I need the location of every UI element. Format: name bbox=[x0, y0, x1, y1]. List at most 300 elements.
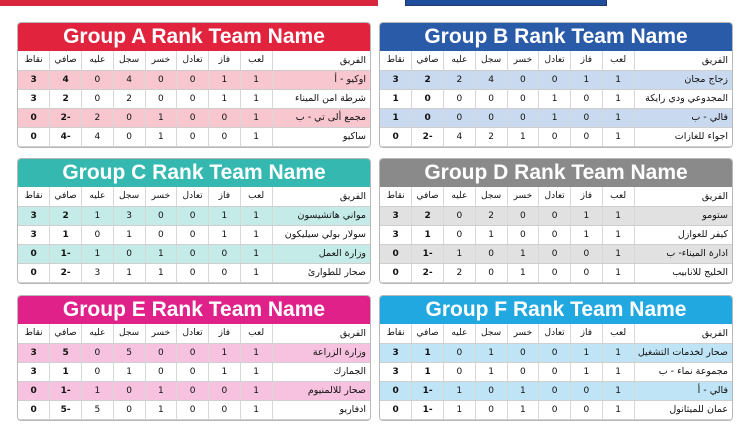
cell-won: 0 bbox=[209, 108, 241, 127]
column-header-team: الفريق bbox=[272, 187, 370, 206]
cell-goals-against: 0 bbox=[444, 362, 476, 381]
cell-lost: 0 bbox=[507, 343, 539, 362]
table-row bbox=[380, 70, 732, 89]
cell-points: 3 bbox=[380, 70, 412, 89]
cell-goals-for: 0 bbox=[475, 244, 507, 263]
table-row bbox=[18, 263, 370, 282]
cell-team: كيفر للعوازل bbox=[634, 225, 732, 244]
table-row bbox=[18, 89, 370, 108]
column-header-played: لعب bbox=[602, 324, 634, 343]
cell-goals-against: 0 bbox=[444, 89, 476, 108]
cell-draw: 0 bbox=[177, 244, 209, 263]
column-header-lost: خسر bbox=[507, 324, 539, 343]
cell-won: 1 bbox=[571, 343, 603, 362]
column-header-played: لعب bbox=[240, 324, 272, 343]
cell-won: 0 bbox=[571, 381, 603, 400]
cell-played: 1 bbox=[240, 343, 272, 362]
group-c-title: Group C Rank Team Name bbox=[18, 159, 370, 187]
cell-played: 1 bbox=[240, 400, 272, 419]
cell-points: 0 bbox=[18, 244, 50, 263]
cell-goal-diff: -2 bbox=[412, 263, 444, 282]
group-f-standings-table bbox=[380, 324, 732, 420]
column-header-draw: تعادل bbox=[539, 187, 571, 206]
group-b-standings-table bbox=[380, 51, 732, 147]
cell-goals-for: 0 bbox=[113, 400, 145, 419]
table-header-row bbox=[18, 187, 370, 206]
cell-points: 3 bbox=[380, 206, 412, 225]
cell-played: 1 bbox=[602, 400, 634, 419]
cell-won: 1 bbox=[209, 362, 241, 381]
cell-lost: 0 bbox=[507, 206, 539, 225]
cell-won: 0 bbox=[571, 108, 603, 127]
column-header-goal-diff: صافي bbox=[50, 51, 82, 70]
column-header-team: الفريق bbox=[634, 324, 732, 343]
cell-lost: 0 bbox=[145, 206, 177, 225]
cell-goals-for: 4 bbox=[475, 70, 507, 89]
cell-lost: 0 bbox=[507, 225, 539, 244]
column-header-played: لعب bbox=[602, 51, 634, 70]
cell-goals-for: 0 bbox=[475, 263, 507, 282]
cell-won: 0 bbox=[209, 127, 241, 146]
column-header-points: نقاط bbox=[18, 51, 50, 70]
column-header-team: الفريق bbox=[272, 324, 370, 343]
cell-draw: 0 bbox=[539, 381, 571, 400]
cell-played: 1 bbox=[240, 244, 272, 263]
cell-lost: 1 bbox=[145, 244, 177, 263]
cell-team: المجدوعي ودي رايكة bbox=[634, 89, 732, 108]
cell-lost: 0 bbox=[145, 89, 177, 108]
cell-goals-for: 2 bbox=[475, 127, 507, 146]
group-a-standings-table bbox=[18, 51, 370, 147]
column-header-goals-for: سجل bbox=[113, 51, 145, 70]
table-header-row bbox=[18, 51, 370, 70]
cell-goals-for: 0 bbox=[475, 89, 507, 108]
cell-team: فالي - أ bbox=[634, 381, 732, 400]
cell-played: 1 bbox=[602, 362, 634, 381]
table-row bbox=[18, 381, 370, 400]
cell-won: 1 bbox=[571, 362, 603, 381]
column-header-draw: تعادل bbox=[177, 324, 209, 343]
cell-lost: 0 bbox=[145, 362, 177, 381]
cell-goals-for: 2 bbox=[113, 89, 145, 108]
cell-goals-for: 0 bbox=[113, 127, 145, 146]
table-row bbox=[18, 362, 370, 381]
cell-goal-diff: -1 bbox=[412, 381, 444, 400]
cell-goals-against: 0 bbox=[82, 70, 114, 89]
cell-goals-against: 1 bbox=[82, 244, 114, 263]
top-accent-bar-red bbox=[0, 0, 378, 6]
cell-points: 3 bbox=[18, 343, 50, 362]
column-header-goals-for: سجل bbox=[475, 187, 507, 206]
cell-played: 1 bbox=[240, 206, 272, 225]
column-header-draw: تعادل bbox=[539, 51, 571, 70]
cell-points: 3 bbox=[18, 70, 50, 89]
cell-points: 0 bbox=[380, 127, 412, 146]
table-row bbox=[380, 244, 732, 263]
cell-lost: 1 bbox=[507, 400, 539, 419]
table-row bbox=[18, 127, 370, 146]
cell-lost: 1 bbox=[145, 263, 177, 282]
cell-goals-against: 4 bbox=[82, 127, 114, 146]
cell-goal-diff: 1 bbox=[412, 225, 444, 244]
cell-won: 0 bbox=[571, 400, 603, 419]
cell-team: مواني هاتشيسون bbox=[272, 206, 370, 225]
cell-team: ادارة الميناء- ب bbox=[634, 244, 732, 263]
group-d-standings-table bbox=[380, 187, 732, 283]
cell-points: 0 bbox=[18, 108, 50, 127]
cell-won: 1 bbox=[209, 70, 241, 89]
group-c-standings-table bbox=[18, 187, 370, 283]
cell-points: 3 bbox=[18, 206, 50, 225]
table-row bbox=[380, 127, 732, 146]
cell-team: مجمع ألى تي - ب bbox=[272, 108, 370, 127]
column-header-played: لعب bbox=[240, 51, 272, 70]
cell-goals-against: 2 bbox=[444, 70, 476, 89]
cell-goal-diff: 4 bbox=[50, 70, 82, 89]
group-a-panel bbox=[17, 22, 371, 148]
cell-lost: 1 bbox=[145, 127, 177, 146]
cell-goals-against: 1 bbox=[82, 206, 114, 225]
cell-goal-diff: -2 bbox=[50, 108, 82, 127]
cell-team: سولار بولي سيليكون bbox=[272, 225, 370, 244]
table-row bbox=[380, 381, 732, 400]
table-row bbox=[380, 343, 732, 362]
cell-team: فالي - ب bbox=[634, 108, 732, 127]
column-header-won: فاز bbox=[209, 51, 241, 70]
column-header-points: نقاط bbox=[380, 187, 412, 206]
column-header-goal-diff: صافي bbox=[50, 187, 82, 206]
cell-team: صحار لخدمات التشغيل bbox=[634, 343, 732, 362]
cell-won: 1 bbox=[209, 89, 241, 108]
cell-played: 1 bbox=[602, 206, 634, 225]
cell-points: 0 bbox=[380, 263, 412, 282]
table-row bbox=[380, 263, 732, 282]
cell-goals-against: 1 bbox=[82, 381, 114, 400]
cell-goals-against: 0 bbox=[82, 225, 114, 244]
cell-goal-diff: -1 bbox=[50, 244, 82, 263]
cell-played: 1 bbox=[602, 343, 634, 362]
cell-played: 1 bbox=[602, 70, 634, 89]
cell-points: 0 bbox=[18, 263, 50, 282]
column-header-goal-diff: صافي bbox=[412, 324, 444, 343]
cell-played: 1 bbox=[240, 362, 272, 381]
cell-goal-diff: 0 bbox=[412, 108, 444, 127]
cell-draw: 0 bbox=[177, 89, 209, 108]
cell-goal-diff: -2 bbox=[412, 127, 444, 146]
cell-goals-for: 4 bbox=[113, 70, 145, 89]
cell-goals-against: 2 bbox=[444, 263, 476, 282]
cell-goal-diff: 1 bbox=[412, 362, 444, 381]
table-header-row bbox=[18, 324, 370, 343]
column-header-team: الفريق bbox=[272, 51, 370, 70]
column-header-goal-diff: صافي bbox=[412, 187, 444, 206]
cell-team: شرطة امن الميناء bbox=[272, 89, 370, 108]
cell-goal-diff: 5 bbox=[50, 343, 82, 362]
column-header-points: نقاط bbox=[18, 324, 50, 343]
table-header-row bbox=[380, 51, 732, 70]
table-row bbox=[380, 400, 732, 419]
cell-draw: 0 bbox=[177, 263, 209, 282]
column-header-goals-against: عليه bbox=[444, 324, 476, 343]
cell-goals-for: 0 bbox=[113, 108, 145, 127]
cell-draw: 0 bbox=[177, 225, 209, 244]
column-header-goals-against: عليه bbox=[444, 51, 476, 70]
cell-draw: 0 bbox=[177, 381, 209, 400]
cell-goals-against: 0 bbox=[444, 108, 476, 127]
cell-goals-for: 5 bbox=[113, 343, 145, 362]
cell-goals-for: 2 bbox=[475, 206, 507, 225]
top-accent-tab-blue bbox=[405, 0, 607, 6]
cell-goals-against: 1 bbox=[444, 244, 476, 263]
table-header-row bbox=[380, 324, 732, 343]
cell-draw: 1 bbox=[539, 89, 571, 108]
column-header-won: فاز bbox=[571, 187, 603, 206]
group-e-standings-table bbox=[18, 324, 370, 420]
column-header-goals-for: سجل bbox=[113, 324, 145, 343]
column-header-team: الفريق bbox=[634, 51, 732, 70]
cell-won: 0 bbox=[209, 400, 241, 419]
column-header-lost: خسر bbox=[507, 51, 539, 70]
table-row bbox=[380, 108, 732, 127]
table-row bbox=[18, 343, 370, 362]
cell-goals-for: 1 bbox=[113, 225, 145, 244]
cell-lost: 1 bbox=[145, 400, 177, 419]
cell-goal-diff: -1 bbox=[50, 381, 82, 400]
cell-team: ستومو bbox=[634, 206, 732, 225]
cell-goal-diff: 2 bbox=[412, 70, 444, 89]
column-header-won: فاز bbox=[209, 324, 241, 343]
cell-goals-for: 0 bbox=[113, 244, 145, 263]
cell-draw: 0 bbox=[177, 362, 209, 381]
cell-goal-diff: 1 bbox=[50, 225, 82, 244]
column-header-draw: تعادل bbox=[539, 324, 571, 343]
cell-lost: 0 bbox=[507, 362, 539, 381]
table-row bbox=[18, 108, 370, 127]
cell-team: الخليج للانابيب bbox=[634, 263, 732, 282]
cell-points: 3 bbox=[18, 225, 50, 244]
cell-points: 3 bbox=[380, 343, 412, 362]
cell-goals-for: 0 bbox=[113, 381, 145, 400]
column-header-goals-for: سجل bbox=[475, 324, 507, 343]
cell-points: 0 bbox=[18, 127, 50, 146]
column-header-lost: خسر bbox=[145, 324, 177, 343]
group-f-title: Group F Rank Team Name bbox=[380, 296, 732, 324]
cell-lost: 0 bbox=[145, 70, 177, 89]
cell-lost: 1 bbox=[145, 381, 177, 400]
cell-lost: 0 bbox=[507, 70, 539, 89]
column-header-lost: خسر bbox=[507, 187, 539, 206]
column-header-goals-against: عليه bbox=[444, 187, 476, 206]
column-header-team: الفريق bbox=[634, 187, 732, 206]
cell-won: 0 bbox=[209, 263, 241, 282]
cell-points: 3 bbox=[380, 225, 412, 244]
column-header-draw: تعادل bbox=[177, 51, 209, 70]
cell-won: 1 bbox=[209, 225, 241, 244]
cell-draw: 0 bbox=[177, 343, 209, 362]
cell-draw: 0 bbox=[177, 206, 209, 225]
cell-goal-diff: -1 bbox=[412, 400, 444, 419]
column-header-goals-against: عليه bbox=[82, 324, 114, 343]
cell-draw: 0 bbox=[539, 70, 571, 89]
column-header-goal-diff: صافي bbox=[50, 324, 82, 343]
group-c-panel bbox=[17, 158, 371, 284]
column-header-played: لعب bbox=[602, 187, 634, 206]
cell-draw: 0 bbox=[539, 244, 571, 263]
cell-team: الجمارك bbox=[272, 362, 370, 381]
cell-draw: 0 bbox=[539, 343, 571, 362]
table-row bbox=[380, 206, 732, 225]
table-row bbox=[380, 89, 732, 108]
cell-draw: 0 bbox=[177, 127, 209, 146]
cell-draw: 0 bbox=[539, 263, 571, 282]
cell-goals-for: 0 bbox=[475, 381, 507, 400]
cell-goals-against: 0 bbox=[444, 225, 476, 244]
cell-goals-against: 0 bbox=[82, 343, 114, 362]
cell-played: 1 bbox=[602, 263, 634, 282]
cell-draw: 1 bbox=[539, 108, 571, 127]
column-header-points: نقاط bbox=[380, 51, 412, 70]
cell-points: 3 bbox=[18, 89, 50, 108]
cell-goals-for: 1 bbox=[113, 362, 145, 381]
cell-goal-diff: 2 bbox=[50, 89, 82, 108]
cell-won: 0 bbox=[571, 127, 603, 146]
table-row bbox=[380, 362, 732, 381]
cell-goal-diff: 1 bbox=[412, 343, 444, 362]
cell-lost: 0 bbox=[507, 108, 539, 127]
cell-played: 1 bbox=[240, 70, 272, 89]
cell-lost: 1 bbox=[507, 263, 539, 282]
cell-goals-against: 0 bbox=[444, 343, 476, 362]
table-row bbox=[18, 244, 370, 263]
cell-team: ادفاريو bbox=[272, 400, 370, 419]
cell-points: 0 bbox=[380, 244, 412, 263]
cell-played: 1 bbox=[240, 381, 272, 400]
cell-won: 1 bbox=[209, 343, 241, 362]
group-e-title: Group E Rank Team Name bbox=[18, 296, 370, 324]
cell-team: ساكيو bbox=[272, 127, 370, 146]
cell-played: 1 bbox=[602, 89, 634, 108]
cell-draw: 0 bbox=[539, 127, 571, 146]
cell-played: 1 bbox=[240, 225, 272, 244]
cell-points: 0 bbox=[380, 400, 412, 419]
cell-goals-against: 5 bbox=[82, 400, 114, 419]
cell-goal-diff: -1 bbox=[412, 244, 444, 263]
column-header-won: فاز bbox=[571, 324, 603, 343]
cell-won: 1 bbox=[209, 206, 241, 225]
cell-goals-for: 1 bbox=[113, 263, 145, 282]
cell-goals-against: 1 bbox=[444, 381, 476, 400]
cell-goals-against: 3 bbox=[82, 263, 114, 282]
cell-team: اوكيو - أ bbox=[272, 70, 370, 89]
cell-points: 3 bbox=[380, 362, 412, 381]
cell-goals-against: 4 bbox=[444, 127, 476, 146]
cell-goal-diff: 0 bbox=[412, 89, 444, 108]
table-row bbox=[18, 206, 370, 225]
group-d-title: Group D Rank Team Name bbox=[380, 159, 732, 187]
cell-played: 1 bbox=[602, 108, 634, 127]
cell-draw: 0 bbox=[177, 108, 209, 127]
cell-goals-for: 1 bbox=[475, 362, 507, 381]
cell-won: 0 bbox=[209, 381, 241, 400]
column-header-points: نقاط bbox=[18, 187, 50, 206]
cell-team: زجاج مجان bbox=[634, 70, 732, 89]
cell-played: 1 bbox=[602, 127, 634, 146]
cell-goals-against: 1 bbox=[444, 400, 476, 419]
cell-played: 1 bbox=[602, 381, 634, 400]
cell-won: 1 bbox=[571, 70, 603, 89]
cell-team: اجواء للغازات bbox=[634, 127, 732, 146]
group-e-panel bbox=[17, 295, 371, 421]
cell-goals-for: 0 bbox=[475, 400, 507, 419]
column-header-won: فاز bbox=[571, 51, 603, 70]
cell-lost: 0 bbox=[145, 225, 177, 244]
cell-goals-against: 0 bbox=[82, 362, 114, 381]
cell-goals-for: 3 bbox=[113, 206, 145, 225]
table-row bbox=[18, 225, 370, 244]
cell-goals-against: 0 bbox=[82, 89, 114, 108]
cell-draw: 0 bbox=[539, 400, 571, 419]
cell-team: عمان للميثانول bbox=[634, 400, 732, 419]
cell-goal-diff: 1 bbox=[50, 362, 82, 381]
cell-points: 0 bbox=[18, 400, 50, 419]
cell-played: 1 bbox=[240, 127, 272, 146]
cell-goals-for: 1 bbox=[475, 225, 507, 244]
cell-team: وزارة الزراعة bbox=[272, 343, 370, 362]
cell-won: 1 bbox=[571, 206, 603, 225]
column-header-points: نقاط bbox=[380, 324, 412, 343]
group-b-title: Group B Rank Team Name bbox=[380, 23, 732, 51]
group-f-panel bbox=[379, 295, 733, 421]
cell-team: صحار للالمنيوم bbox=[272, 381, 370, 400]
cell-lost: 1 bbox=[507, 244, 539, 263]
cell-won: 0 bbox=[571, 89, 603, 108]
group-b-panel bbox=[379, 22, 733, 148]
cell-points: 3 bbox=[18, 362, 50, 381]
cell-points: 0 bbox=[18, 381, 50, 400]
table-row bbox=[18, 400, 370, 419]
column-header-played: لعب bbox=[240, 187, 272, 206]
cell-lost: 1 bbox=[507, 381, 539, 400]
cell-won: 1 bbox=[571, 225, 603, 244]
cell-draw: 0 bbox=[539, 206, 571, 225]
column-header-lost: خسر bbox=[145, 187, 177, 206]
group-a-title: Group A Rank Team Name bbox=[18, 23, 370, 51]
cell-played: 1 bbox=[240, 263, 272, 282]
table-header-row bbox=[380, 187, 732, 206]
cell-goal-diff: 2 bbox=[50, 206, 82, 225]
cell-points: 1 bbox=[380, 89, 412, 108]
cell-won: 0 bbox=[571, 244, 603, 263]
cell-goal-diff: -2 bbox=[50, 263, 82, 282]
cell-lost: 0 bbox=[507, 89, 539, 108]
cell-won: 0 bbox=[571, 263, 603, 282]
cell-lost: 1 bbox=[145, 108, 177, 127]
cell-played: 1 bbox=[602, 225, 634, 244]
column-header-won: فاز bbox=[209, 187, 241, 206]
column-header-goals-for: سجل bbox=[113, 187, 145, 206]
cell-points: 0 bbox=[380, 381, 412, 400]
cell-team: مجموعة نماء - ب bbox=[634, 362, 732, 381]
cell-points: 1 bbox=[380, 108, 412, 127]
cell-goal-diff: -5 bbox=[50, 400, 82, 419]
cell-goals-against: 0 bbox=[444, 206, 476, 225]
cell-played: 1 bbox=[240, 89, 272, 108]
cell-team: وزارة العمل bbox=[272, 244, 370, 263]
table-row bbox=[18, 70, 370, 89]
cell-goals-against: 2 bbox=[82, 108, 114, 127]
cell-team: صحار للطوارئ bbox=[272, 263, 370, 282]
cell-lost: 1 bbox=[507, 127, 539, 146]
